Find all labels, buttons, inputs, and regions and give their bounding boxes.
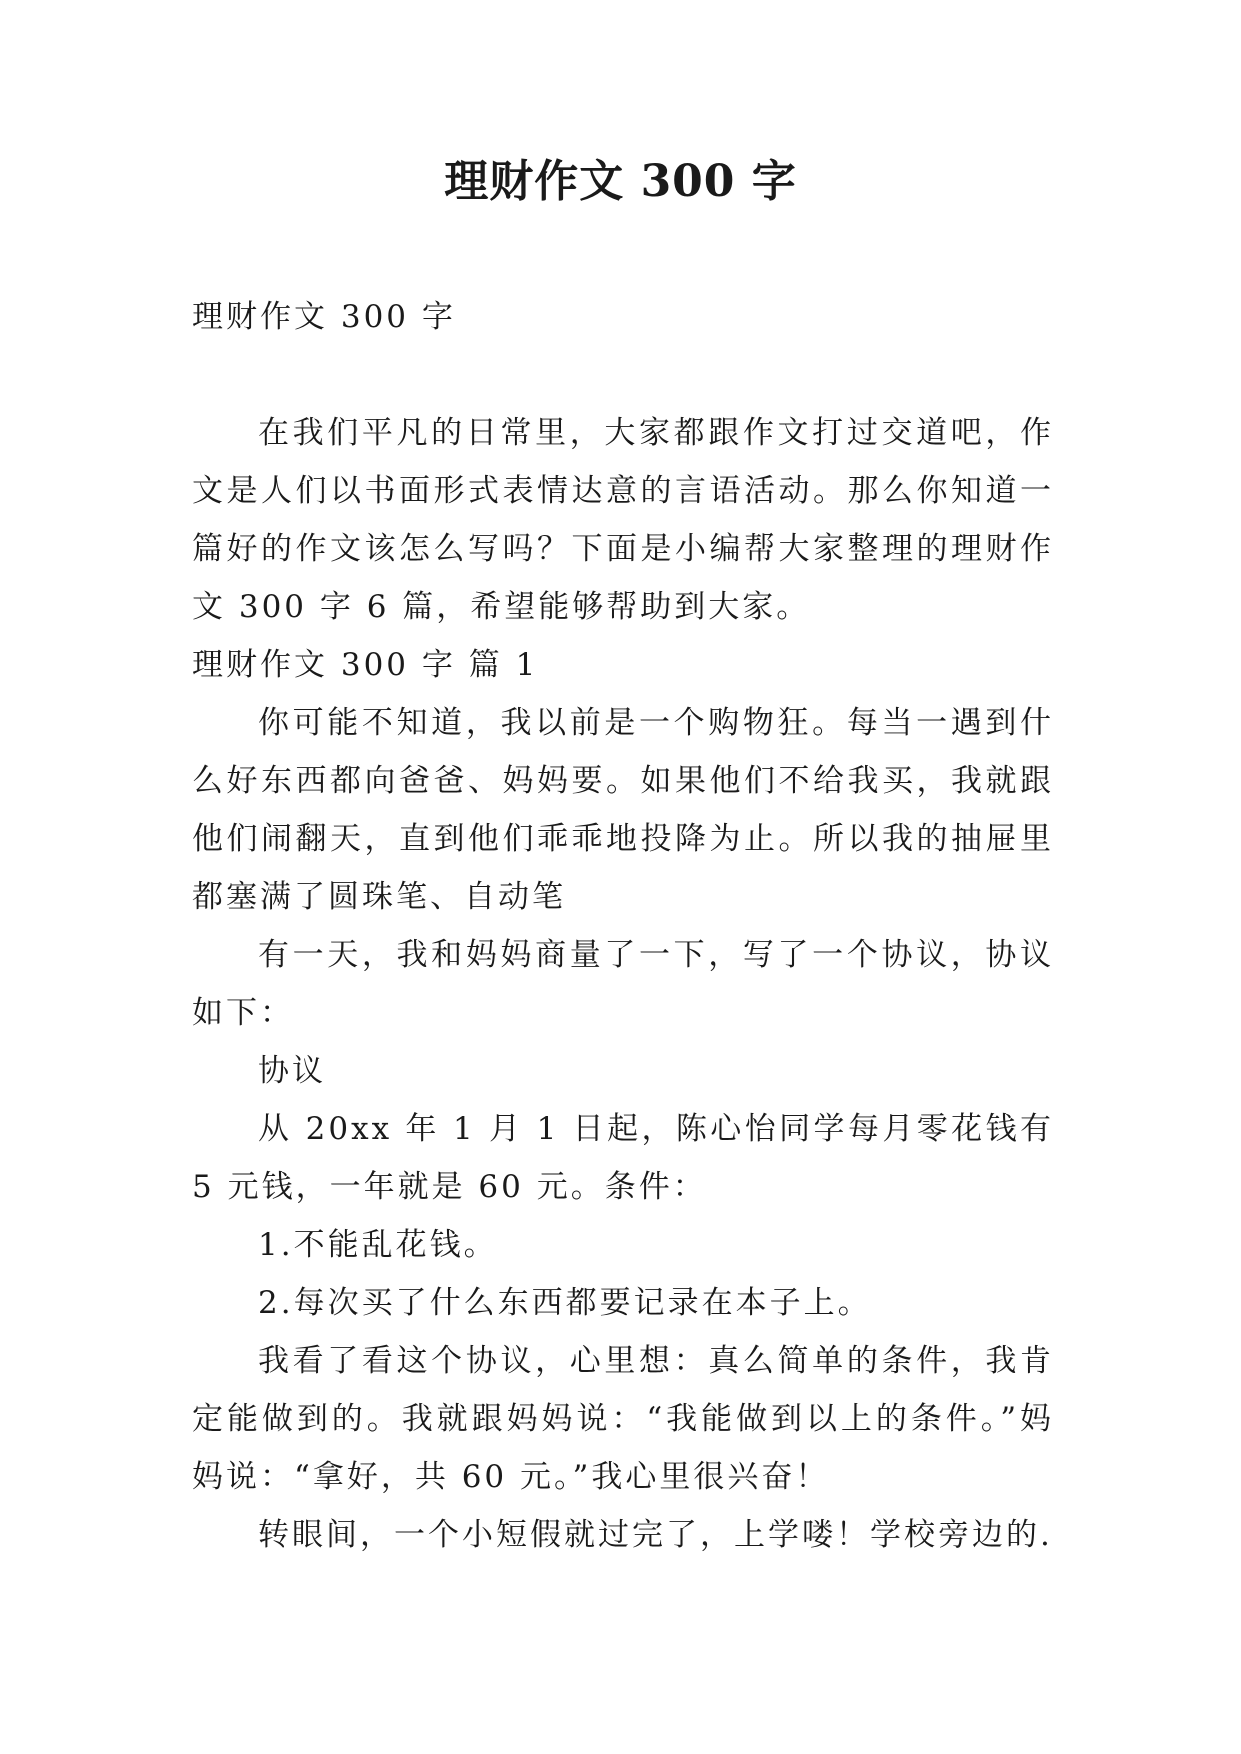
document-body: [192, 288, 1054, 1564]
intro-paragraph: 在我们平凡的日常里，大家都跟作文打过交道吧，作文是人们以书面形式表情达意的言语活动。那么你知道一篇好的作文该怎么写吗？下面是小编帮大家整理的理财作文 300 字 6 篇，希望能够帮助到大家。: [192, 415, 1054, 625]
list-item: 1.不能乱花钱。: [258, 1227, 498, 1263]
document-subtitle: 理财作文 300 字: [192, 299, 456, 335]
list-item: 2.每次买了什么东西都要记录在本子上。: [258, 1285, 872, 1321]
spacer: [192, 346, 1054, 404]
paragraph: 有一天，我和妈妈商量了一下，写了一个协议，协议如下：: [192, 937, 1054, 1031]
paragraph: 转眼间，一个小短假就过完了，上学喽！学校旁边的.: [258, 1517, 1053, 1553]
section-heading: 理财作文 300 字 篇 1: [192, 647, 539, 683]
paragraph: 你可能不知道，我以前是一个购物狂。每当一遇到什么好东西都向爸爸、妈妈要。如果他们不给我买，我就跟他们闹翻天，直到他们乖乖地投降为止。所以我的抽屉里都塞满了圆珠笔、自动笔: [192, 705, 1054, 915]
agreement-heading: 协议: [258, 1053, 326, 1089]
document-title: 理财作文 300 字: [444, 156, 797, 207]
paragraph: 从 20xx 年 1 月 1 日起，陈心怡同学每月零花钱有 5 元钱，一年就是 60 元。条件：: [192, 1111, 1054, 1205]
paragraph: 我看了看这个协议，心里想：真么简单的条件，我肯定能做到的。我就跟妈妈说：“我能做到以上的条件。”妈妈说：“拿好，共 60 元。”我心里很兴奋！: [192, 1343, 1054, 1495]
